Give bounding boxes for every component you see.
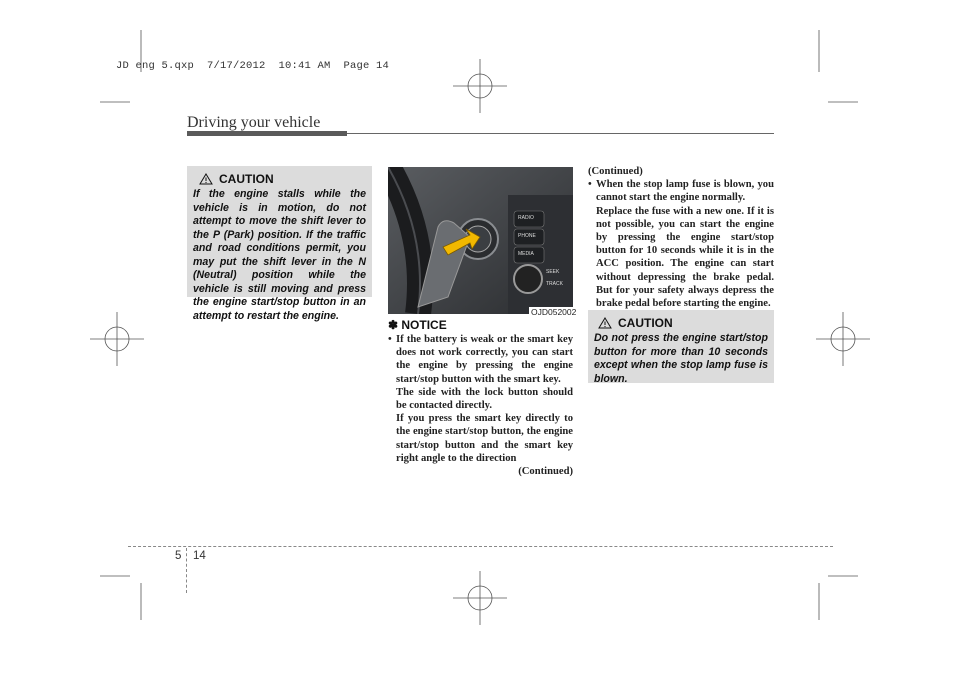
photo-illustration [388, 167, 573, 314]
right-continued: (Continued) [588, 166, 643, 177]
chapter-number: 5 [175, 550, 182, 562]
caution-body: If the engine stalls while the vehicle is in motion, do not attempt to move the shift lever to the P (Park) position. If the traffic and road conditions permit, you may put the shift lever in the N (Neutral) position while the vehicle is still moving and press the engine start/stop button in an attempt to restart the engine. [193, 188, 366, 322]
caution-heading-label: CAUTION [219, 172, 274, 186]
notice-bullet-text: If the battery is weak or the smart key does not work correctly, you can start the engine by pressing the engine start/stop button with the smart key. [396, 334, 573, 385]
footer-rule [128, 546, 833, 547]
right-bullet-text: When the stop lamp fuse is blown, you cannot start the engine normally. [596, 179, 774, 204]
bullet-dot: • [388, 334, 392, 345]
warning-icon [199, 173, 213, 185]
notice-para-3: If you press the smart key directly to the engine start/stop button, the engine start/stop button and the smart key right angle to the direction [396, 413, 573, 464]
page-number: 14 [193, 550, 206, 562]
photo-button-radio: RADIO [518, 215, 534, 221]
photo-label: OJD052002 [531, 307, 577, 317]
right-bullet [588, 178, 774, 204]
right-column-text [588, 165, 774, 310]
caution-heading-label: CAUTION [618, 316, 673, 330]
notice-continued: (Continued) [518, 466, 573, 478]
section-title: Driving your vehicle [187, 114, 321, 131]
notice-para-2: The side with the lock button should be contacted directly. [396, 386, 573, 412]
bullet-dot: • [588, 179, 592, 191]
photo-knob-seek: SEEK [546, 269, 560, 275]
caution-body: Do not press the engine start/stop button for more than 10 seconds except when the stop lamp fuse is blown. [594, 332, 768, 385]
caution-box-left [187, 166, 372, 322]
photo-button-media: MEDIA [518, 251, 534, 257]
caution-heading [199, 172, 366, 186]
caution-heading [598, 316, 768, 330]
page-divider [186, 548, 187, 593]
start-button-photo [388, 167, 573, 314]
warning-icon [598, 317, 612, 329]
caution-box-right [588, 310, 774, 383]
photo-knob-track: TRACK [546, 281, 563, 287]
title-rule [347, 133, 774, 134]
right-para-2: Replace the fuse with a new one. If it is not possible, you can start the engine by pressing the engine start/stop button for 10 seconds while it is in the ACC position. The engine can start without depressing the brake pedal. But for your safety always depress the brake pedal before starting the engine. [596, 205, 774, 310]
notice-body [388, 333, 573, 478]
notice-bullet [388, 333, 573, 386]
file-header: JD eng 5.qxp 7/17/2012 10:41 AM Page 14 [116, 60, 390, 72]
notice-heading: ✽ NOTICE [388, 318, 447, 332]
title-bar [187, 131, 347, 136]
photo-button-phone: PHONE [518, 233, 536, 239]
